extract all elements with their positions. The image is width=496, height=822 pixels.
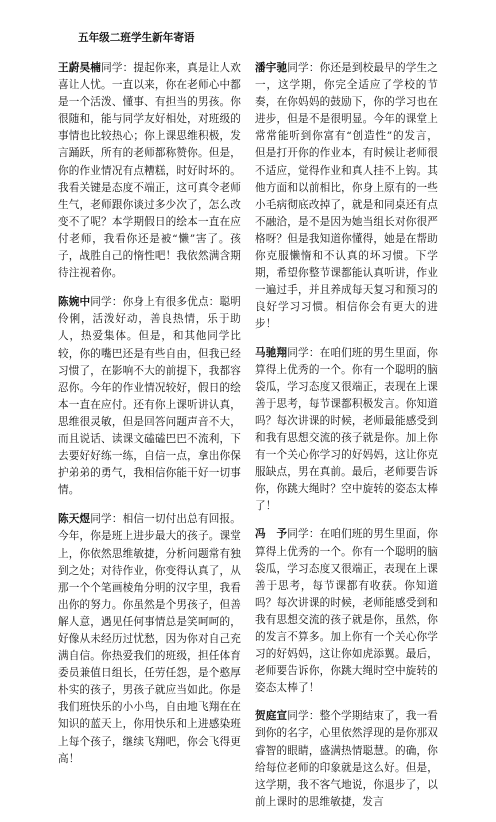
greeting: 同学： <box>90 296 123 309</box>
greeting: 同学： <box>287 710 320 723</box>
student-name: 马驰翔 <box>255 346 288 359</box>
student-name: 王蔚昊楠 <box>58 62 102 74</box>
greeting: 同学： <box>287 62 320 74</box>
right-column <box>255 60 438 822</box>
comment-entry <box>58 60 241 282</box>
greeting: 同学： <box>90 513 123 526</box>
comment-text: 你还是到校最早的学生之一，这学期，你完全适应了学校的节奏，在你妈妈的鼓励下，你的学习也在进步，但是不是很明显。今年的课堂上常常能听到你富有“创造性”的发言，但是打开你的作业本，有时候让老师很不适应，觉得作业和真人挂不上钩。其他方面和以前相比，你身上原有的一些小毛病彻底改掉了，就是和同桌还有点不融洽，是不是因为她当组长对你很严格呀？但是我知道你懂得，她是在帮助你克服懒惰和不认真的坏习惯。下学期，希望你整节课都能认真听讲，作业一遍过手，并且养成每天复习和预习的良好学习习惯。相信你会有更大的进步！ <box>255 62 438 331</box>
student-name: 陈天煜 <box>58 513 91 526</box>
student-name: 陈婉中 <box>58 296 91 309</box>
comment-entry <box>58 294 241 499</box>
comment-text: 整个学期结束了，我一看到你的名字，心里依然浮现的是你那双睿智的眼睛，盛满热情聪慧。的确，你给每位老师的印象就是这么好。但是，这学期，我不客气地说，你退步了，以前上课时的思维敏捷，发言 <box>255 710 438 808</box>
comment-text: 在咱们班的男生里面，你算得上优秀的一个。你有一个聪明的脑袋瓜，学习态度又很端正，表现在上课善于思考，每节课都有收获。你知道吗？每次讲课的时候，老师能感受到和我有思想交流的孩子就是你，虽然，你的发言不算多。加上你有一个关心你学习的好妈妈，这让你如虎添翼。最后，老师要告诉你，你跳大绳时空中旋转的姿态太棒了！ <box>255 528 438 695</box>
greeting: 同学： <box>101 62 134 74</box>
comment-text: 在咱们班的男生里面，你算得上优秀的一个。你有一个聪明的脑袋瓜，学习态度又很端正，表现在上课善于思考，每节课都积极发言。你知道吗？每次讲课的时候，老师最能感受到和我有思想交流的孩子就是你。加上你有一个关心你学习的好妈妈，这让你克服缺点，男在真前。最后，老师要告诉你，你跳大绳时？空中旋转的姿态太棒了！ <box>255 346 438 513</box>
comment-entry <box>255 708 438 811</box>
student-name: 贺庭宣 <box>255 710 288 723</box>
document-title: 五年级二班学生新年寄语 <box>78 32 195 44</box>
student-name: 潘宇驰 <box>255 62 288 74</box>
comment-entry <box>255 345 438 516</box>
greeting: 同学： <box>287 528 320 541</box>
comment-entry <box>255 60 438 334</box>
comment-entry <box>58 511 241 767</box>
left-column <box>58 60 241 780</box>
student-name: 冯 予 <box>255 528 288 541</box>
greeting: 同学： <box>287 346 320 359</box>
comment-entry <box>255 526 438 697</box>
comment-text: 提起你来，真是让人欢喜让人忧。一直以来，你在老师心中都是一个活泼、懂事、有担当的男孩。你很随和，能与同学友好相处，对班级的事情也比较热心；你上课思维积极，发言踊跃，所有的老师都称赞你。但是，你的作业情况有点糟糕，时好时坏的。我看关键是态度不端正，这可真令老师生气，老师跟你谈过多少次了，怎么改变不了呢？本学期假日的绘本一直在应付老师，我看你还是被“懒”害了。孩子，战胜自己的惰性吧！我依然满含期待注视着你。 <box>58 62 241 280</box>
comment-text: 你身上有很多优点：聪明伶俐，活泼好动，善良热情，乐于助人，热爱集体。但是，和其他同学比较，你的嘴巴还是有些自由，但我已经习惯了，在影响不大的前提下，我都容忍你。今年的作业情况较好，假日的绘本一直在应付。还有你上课听讲认真，思维很灵敏，但是回答问题声音不大，而且说话、读课文磕磕巴巴不流利，下去要好好练一练，自信一点，拿出你保护弟弟的勇气，我相信你能干好一切事情。 <box>58 296 241 497</box>
comment-text: 相信一切付出总有回报。今年，你是班上进步最大的孩子。课堂上，你依然思维敏捷，分析问题常有独到之处；对待作业，你变得认真了，从那一个个笔画棱角分明的汉字里，我看出你的努力。你虽然是个男孩子，但善解人意，遇见任何事情总是笑呵呵的，好像从未经历过忧愁，因为你对自己充满自信。你热爱我们的班级，担任体育委员兼值日组长，任劳任怨，是个憨厚朴实的孩子，男孩子就应当如此。你是我们班快乐的小小鸟，自由地飞翔在在知识的蓝天上，你用快乐和上进感染班上每个孩子，继续飞翔吧，你会飞得更高！ <box>58 513 241 765</box>
